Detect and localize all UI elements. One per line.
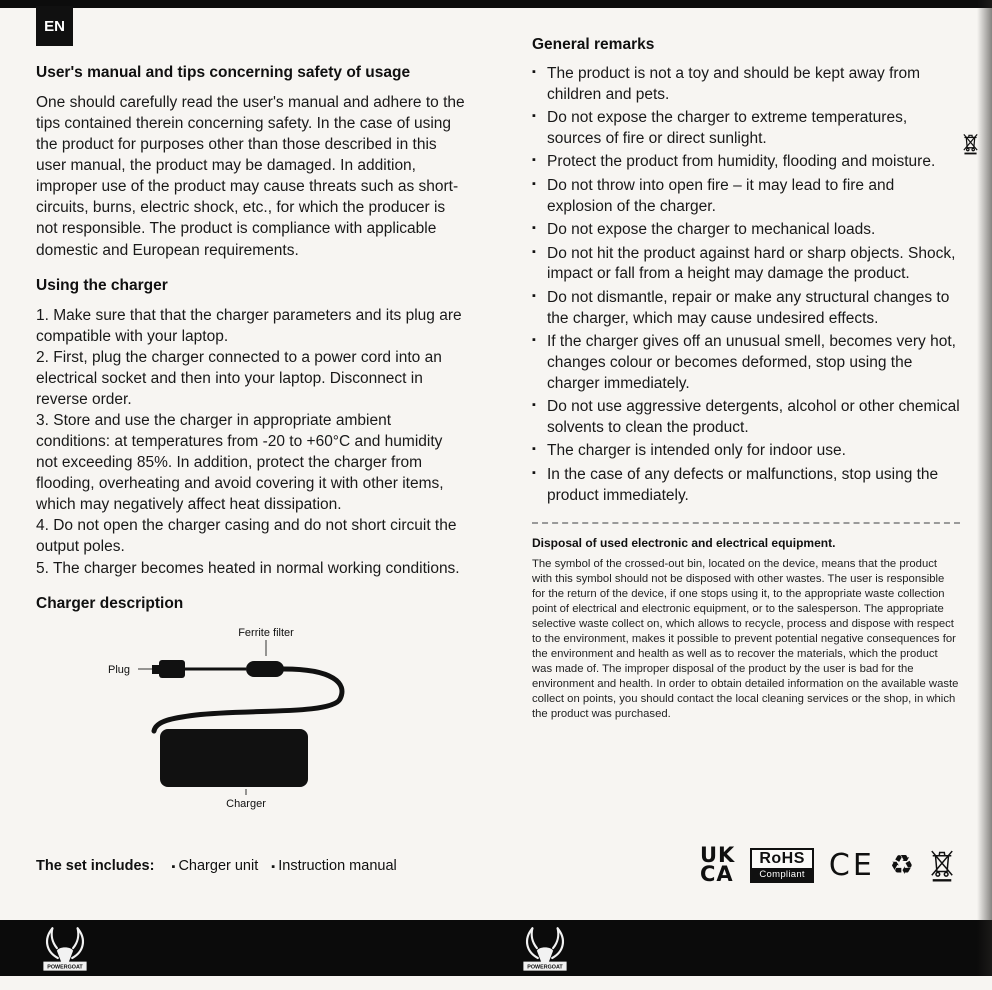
remark-item: ▪ Do not expose the charger to mechanical loads. — [532, 220, 960, 241]
remark-item: ▪ The charger is intended only for indoor use. — [532, 441, 960, 462]
rohs-compliant-label: Compliant — [752, 868, 812, 881]
ukca-line-1: UK — [700, 843, 736, 867]
top-edge-bar — [0, 0, 992, 8]
disposal-title: Disposal of used electronic and electrical equipment. — [532, 536, 836, 551]
description-section-title: Charger description — [36, 594, 184, 612]
safety-section-title: User's manual and tips concerning safety of usage — [36, 64, 411, 81]
certification-marks — [700, 843, 955, 887]
rohs-label: RoHS — [759, 849, 805, 867]
language-badge-en: EN — [36, 6, 73, 46]
remark-item: ▪ Do not hit the product against hard or sharp objects. Shock, impact or fall from a height may damage the product. — [532, 244, 960, 285]
charger-illustration — [96, 623, 406, 811]
remark-item: ▪ Protect the product from humidity, flooding and moisture. — [532, 152, 960, 173]
ukca-mark — [700, 843, 736, 887]
using-step-4: 4. Do not open the charger casing and do not short circuit the output poles. — [36, 517, 457, 556]
using-section-title: Using the charger — [36, 276, 168, 294]
remark-item: ▪ If the charger gives off an unusual smell, becomes very hot, changes colour or becomes deformed, stop using the charger immediately. — [532, 332, 960, 394]
plug-body-shape — [159, 660, 185, 678]
powergoat-logo — [38, 922, 92, 981]
set-includes-item: ▪ Instruction manual — [271, 858, 396, 874]
ferrite-filter-label: Ferrite filter — [238, 626, 294, 639]
remark-item: ▪ The product is not a toy and should be kept away from children and pets. — [532, 64, 960, 105]
safety-paragraph: One should carefully read the user's manual and adhere to the tips contained therein concerning safety. In the case of using the product for purposes other than those described in this user manual, the product may be damaged. In addition, improper use of the product may cause threats such as short-circuits, burns, electric shock, etc., for which the producer is not responsible. The product is compliance with applicable domestic and European requirements. — [36, 94, 465, 259]
charger-body-shape — [160, 729, 308, 787]
remark-item: ▪ Do not dismantle, repair or make any structural changes to the charger, which may cause undesired effects. — [532, 288, 960, 329]
ukca-line-2: CA — [700, 862, 734, 887]
charger-diagram — [96, 623, 468, 816]
remark-item: ▪ Do not use aggressive detergents, alcohol or other chemical solvents to clean the product. — [532, 397, 960, 438]
ce-mark: CE — [828, 847, 875, 883]
weee-bin-icon-margin — [962, 132, 979, 155]
using-step-3: 3. Store and use the charger in appropriate ambient conditions: at temperatures from -20 to +60°C and humidity not exceeding 85%. In addition, protect the charger from flooding, overheating and avoid covering it with other items, which may negatively affect heat dissipation. — [36, 412, 444, 514]
remark-item: ▪ Do not expose the charger to extreme temperatures, sources of fire or direct sunlight. — [532, 108, 960, 149]
powergoat-wordmark: POWERGOAT — [527, 964, 563, 971]
powergoat-wordmark: POWERGOAT — [47, 964, 83, 971]
plug-label: Plug — [108, 663, 131, 676]
set-includes-item: ▪ Charger unit — [171, 858, 258, 874]
disposal-paragraph: The symbol of the crossed-out bin, located on the device, means that the product with this symbol should not be disposed with other wastes. The user is responsible for the return of the device, if one stops using it, to the appropriate waste collection point of electrical and electronic equipment, or to the salesperson. The appropriate selective waste collect on, which allows to recycle, process and dispose with respect to the environment, makes it possible to prevent potential negative consequences for the environment and health as well as to recover the materials, which the product was made of. The improper disposal of the product by the user is bad for the environment and health. In order to obtain detailed information on the available waste collect on points, you should contact the local cleaning services or the shop, in which the product was purchased. — [532, 558, 959, 721]
left-column — [36, 64, 468, 816]
footer-bar — [0, 920, 992, 976]
cable-shape — [154, 669, 342, 731]
remark-item: ▪ Do not throw into open fire – it may lead to fire and explosion of the charger. — [532, 176, 960, 217]
right-column — [532, 36, 960, 722]
weee-crossed-bin-icon — [929, 847, 955, 883]
page-edge-shadow — [977, 0, 992, 976]
general-remarks-list — [532, 64, 960, 506]
general-remarks-title: General remarks — [532, 36, 655, 53]
rohs-mark — [750, 848, 814, 883]
ferrite-filter-shape — [246, 661, 284, 677]
set-includes-label: The set includes: — [36, 858, 155, 874]
plug-prong-shape — [152, 665, 159, 674]
using-step-5: 5. The charger becomes heated in normal working conditions. — [36, 559, 460, 577]
set-includes — [36, 858, 397, 874]
powergoat-logo — [518, 922, 572, 981]
charger-label: Charger — [226, 797, 266, 810]
recycle-icon: ♻ — [889, 849, 915, 880]
using-step-2: 2. First, plug the charger connected to a power cord into an electrical socket and then into your laptop. Disconnect in reverse order. — [36, 348, 442, 408]
remark-item: ▪ In the case of any defects or malfunctions, stop using the product immediately. — [532, 465, 960, 506]
dashed-divider — [532, 522, 960, 524]
using-step-1: 1. Make sure that that the charger parameters and its plug are compatible with your laptop. — [36, 306, 462, 345]
